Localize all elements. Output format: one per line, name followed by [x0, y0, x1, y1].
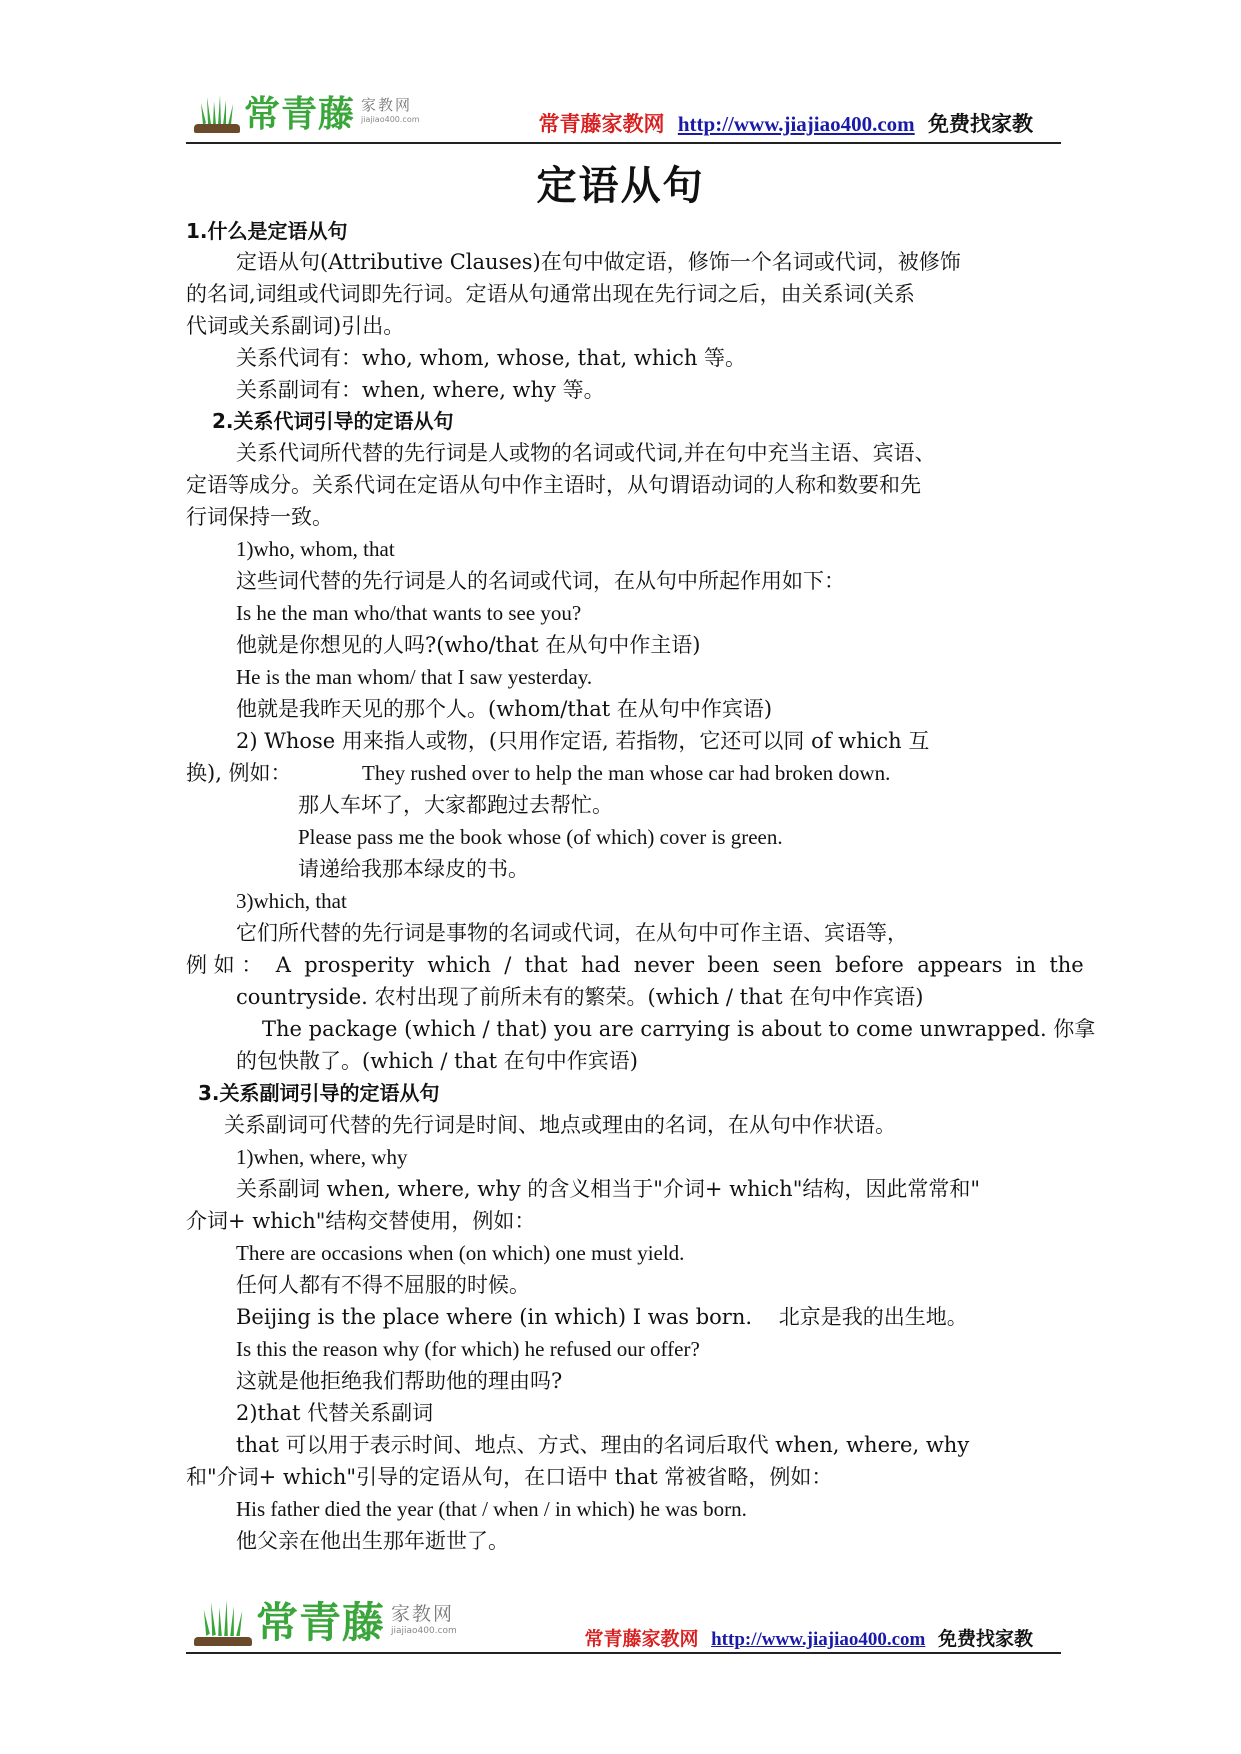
logo-grass-icon — [194, 89, 240, 133]
paragraph-line: 和"介词+ which"引导的定语从句，在口语中 that 常被省略，例如： — [186, 1465, 833, 1489]
example-translation: 的包快散了。(which / that 在句中作宾语) — [236, 1049, 638, 1073]
page-title: 定语从句 — [536, 163, 705, 209]
paragraph-line: 关系代词所代替的先行词是人或物的名词或代词,并在句中充当主语、宾语、 — [236, 441, 936, 465]
header-ad-name: 常青藤家教网 — [538, 112, 665, 136]
footer-ad-slogan: 免费找家教 — [937, 1628, 1033, 1650]
subheading-line: 3)which, that — [236, 889, 347, 913]
example-translation: 那人车坏了，大家都跑过去帮忙。 — [298, 793, 613, 817]
paragraph-line: 它们所代替的先行词是事物的名词或代词，在从句中可作主语、宾语等， — [236, 921, 908, 945]
logo-soil — [194, 1637, 252, 1646]
section-heading: 2.关系代词引导的定语从句 — [212, 409, 454, 433]
example-sentence: Is this the reason why (for which) he refused our offer? — [236, 1337, 700, 1361]
footer-logo-domain: jiajiao400.com — [391, 1625, 457, 1636]
paragraph-line: 换), 例如： — [186, 761, 292, 785]
paragraph-line: 的名词,词组或代词即先行词。定语从句通常出现在先行词之后，由关系词(关系 — [186, 282, 915, 306]
paragraph-line: 代词或关系副词)引出。 — [186, 314, 405, 338]
paragraph-line: 关系代词有：who, whom, whose, that, which 等。 — [236, 346, 747, 370]
footer-ad-name: 常青藤家教网 — [584, 1628, 699, 1650]
logo-subtitle — [361, 98, 420, 124]
example-sentence: He is the man whom/ that I saw yesterday. — [236, 665, 593, 689]
subheading-line: 1)who, whom, that — [236, 537, 395, 561]
paragraph-line: 2) Whose 用来指人或物，(只用作定语, 若指物，它还可以同 of which 互 — [236, 729, 930, 753]
footer-logo-subtitle — [391, 1602, 457, 1636]
logo-cn: 家教网 — [361, 96, 413, 114]
example-sentence: His father died the year (that / when / in which) he was born. — [236, 1497, 747, 1521]
logo-soil — [194, 124, 240, 133]
grass-icon — [200, 95, 234, 125]
paragraph-line: 定语等成分。关系代词在定语从句中作主语时，从句谓语动词的人称和数要和先 — [186, 473, 921, 497]
example-translation: 这就是他拒绝我们帮助他的理由吗? — [236, 1369, 563, 1393]
footer-logo — [194, 1592, 457, 1648]
paragraph-line: that 可以用于表示时间、地点、方式、理由的名词后取代 when, where, why — [236, 1433, 970, 1457]
page-footer — [186, 1592, 1061, 1654]
example-sentence: The package (which / that) you are carrying is about to come unwrapped. 你拿 — [262, 1017, 1096, 1041]
example-translation: 他就是我昨天见的那个人。(whom/that 在从句中作宾语) — [236, 697, 773, 721]
subheading-line: 1)when, where, why — [236, 1145, 408, 1169]
paragraph-line: 这些词代替的先行词是人的名词或代词，在从句中所起作用如下： — [236, 569, 845, 593]
footer-logo-grass-icon — [194, 1594, 252, 1646]
example-sentence: They rushed over to help the man whose car had broken down. — [362, 761, 891, 785]
header-ad — [539, 108, 1033, 138]
grass-icon — [202, 1600, 244, 1636]
footer-logo-cn: 家教网 — [391, 1602, 455, 1625]
footer-ad-link[interactable]: http://www.jiajiao400.com — [711, 1629, 926, 1650]
example-translation: 任何人都有不得不屈服的时候。 — [236, 1273, 530, 1297]
paragraph-line: 定语从句(Attributive Clauses)在句中做定语，修饰一个名词或代词，被修饰 — [236, 250, 961, 274]
section-heading: 3.关系副词引导的定语从句 — [198, 1081, 440, 1105]
paragraph-line: 关系副词有：when, where, why 等。 — [236, 378, 605, 402]
paragraph-line: 介词+ which"结构交替使用，例如： — [186, 1209, 536, 1233]
example-sentence: countryside. 农村出现了前所未有的繁荣。(which / that 在句中作宾语) — [236, 985, 924, 1009]
header-ad-slogan: 免费找家教 — [928, 112, 1033, 136]
paragraph-line: 行词保持一致。 — [186, 505, 333, 529]
logo-domain: jiajiao400.com — [361, 115, 420, 124]
example-sentence: Is he the man who/that wants to see you? — [236, 601, 582, 625]
example-sentence: Beijing is the place where (in which) I was born. 北京是我的出生地。 — [236, 1305, 968, 1329]
example-translation: 他父亲在他出生那年逝世了。 — [236, 1529, 509, 1553]
example-translation: 他就是你想见的人吗?(who/that 在从句中作主语) — [236, 633, 701, 657]
paragraph-line: 关系副词可代替的先行词是时间、地点或理由的名词，在从句中作状语。 — [224, 1113, 896, 1137]
footer-ad — [584, 1624, 1033, 1651]
example-sentence: There are occasions when (on which) one must yield. — [236, 1241, 685, 1265]
page-header — [186, 84, 1061, 144]
example-sentence: 例 如 ： A prosperity which / that had never been seen before appears in the — [186, 953, 1084, 977]
example-translation: 请递给我那本绿皮的书。 — [298, 857, 529, 881]
example-sentence: Please pass me the book whose (of which) cover is green. — [298, 825, 783, 849]
logo — [194, 86, 420, 136]
section-heading: 1.什么是定语从句 — [186, 219, 348, 243]
paragraph-line: 关系副词 when, where, why 的含义相当于"介词+ which"结构，因此常常和" — [236, 1177, 981, 1201]
logo-brand: 常青藤 — [244, 93, 356, 135]
subheading-line: 2)that 代替关系副词 — [236, 1401, 434, 1425]
footer-logo-brand: 常青藤 — [256, 1598, 386, 1647]
header-ad-link[interactable]: http://www.jiajiao400.com — [677, 112, 915, 136]
